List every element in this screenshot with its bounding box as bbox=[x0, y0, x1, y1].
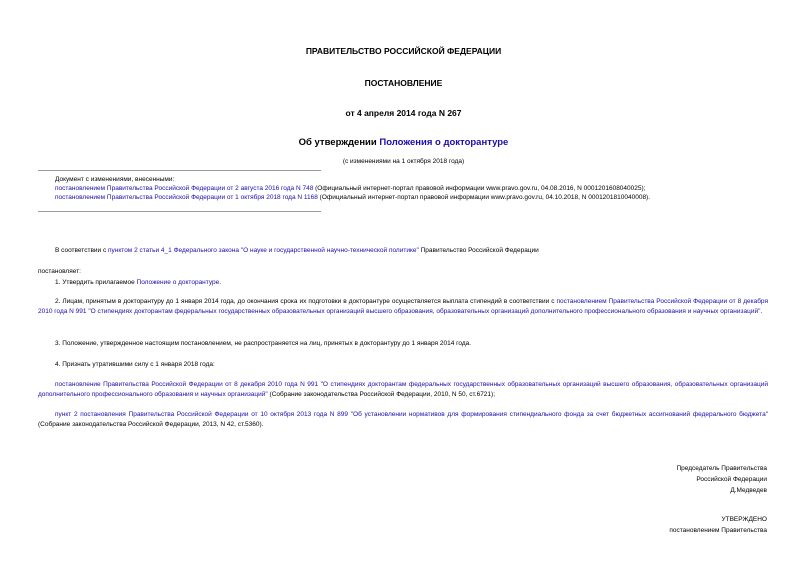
signature-block bbox=[676, 463, 767, 496]
signature-position: Председатель Правительства bbox=[676, 465, 767, 472]
paragraph-2 bbox=[38, 297, 768, 317]
paragraph-1 bbox=[55, 278, 768, 288]
change-link-2[interactable]: постановлением Правительства Российской Федерации от 1 октября 2018 года N 1168 bbox=[55, 194, 318, 201]
preamble-law-link[interactable]: пунктом 2 статьи 4_1 Федерального закона "О науке и государственной научно-технической политике" bbox=[108, 247, 419, 254]
approved-by: постановлением Правительства bbox=[669, 527, 767, 534]
p2-link[interactable]: постановлением Правительства Российской Федерации от 8 декабря 2010 года N 991 "О стипендиях докторантам федеральных государственных образовательных организаций высшего образования, образовательных организаций дополнительного профессионального образования и научных организаций" bbox=[38, 298, 768, 315]
preamble bbox=[55, 246, 770, 256]
change-source-1: (Официальный интернет-портал правовой информации www.pravo.gov.ru, 04.08.2016, N 0001201608040025); bbox=[313, 185, 646, 192]
approved-heading: УТВЕРЖДЕНО bbox=[721, 516, 767, 523]
document-type: ПОСТАНОВЛЕНИЕ bbox=[364, 78, 443, 88]
paragraph-3: 3. Положение, утвержденное настоящим постановлением, не распространяется на лиц, принятых в докторантуру до 1 января 2014 года. bbox=[55, 340, 472, 347]
document-title bbox=[0, 137, 807, 148]
change-item bbox=[55, 193, 775, 202]
repealed-source-2: (Собрание законодательства Российской Федерации, 2013, N 42, ст.5360). bbox=[38, 421, 264, 428]
government-name: ПРАВИТЕЛЬСТВО РОССИЙСКОЙ ФЕДЕРАЦИИ bbox=[305, 46, 502, 56]
p1-text: 1. Утвердить прилагаемое bbox=[55, 279, 137, 286]
preamble-end: Правительство Российской Федерации bbox=[418, 247, 539, 254]
changes-top-rule bbox=[38, 170, 321, 171]
p2-end: . bbox=[760, 308, 763, 315]
changes-bottom-rule bbox=[38, 211, 321, 212]
signature-name: Д.Медведев bbox=[730, 487, 767, 494]
p1-end: . bbox=[219, 279, 222, 286]
resolves-text: постановляет: bbox=[38, 268, 81, 275]
title-link[interactable]: Положения о докторантуре bbox=[379, 137, 509, 148]
repealed-item-2 bbox=[38, 410, 768, 430]
repealed-source-1: (Собрание законодательства Российской Федерации, 2010, N 50, ст.6721); bbox=[267, 391, 496, 398]
preamble-start: В соответствии с bbox=[55, 247, 109, 254]
repealed-link-2[interactable]: пункт 2 постановления Правительства Российской Федерации от 10 октября 2013 года N 899 "Об установлении нормативов для формирования стипендиального фонда за счет бюджетных ассигнований федерального бюджета" bbox=[55, 411, 768, 418]
changes-intro: Документ с изменениями, внесенными: bbox=[55, 176, 175, 183]
edition-note: (с изменениями на 1 октября 2018 года) bbox=[342, 158, 465, 165]
change-link-1[interactable]: постановлением Правительства Российской Федерации от 2 августа 2016 года N 748 bbox=[55, 185, 314, 192]
document-date-number: от 4 апреля 2014 года N 267 bbox=[345, 108, 462, 118]
paragraph-4: 4. Признать утратившими силу с 1 января 2018 года: bbox=[55, 361, 215, 368]
repealed-link-1[interactable]: постановление Правительства Российской Федерации от 8 декабря 2010 года N 991 "О стипендиях докторантам федеральных государственных образовательных организаций высшего образования, образовательных организаций дополнительного профессионального образования и научных организаций" bbox=[38, 381, 768, 398]
p2-text: 2. Лицам, принятым в докторантуру до 1 января 2014 года, до окончания срока их подготовки в докторантуре осуществляется выплата стипендий в соответствии с bbox=[55, 298, 557, 305]
repealed-item-1 bbox=[38, 380, 768, 400]
approved-block bbox=[669, 514, 767, 536]
changes-block bbox=[55, 175, 775, 202]
title-prefix: Об утверждении bbox=[298, 137, 380, 148]
signature-organization: Российской Федерации bbox=[696, 476, 767, 483]
p1-link[interactable]: Положение о докторантуре bbox=[136, 279, 220, 286]
change-item bbox=[55, 184, 775, 193]
change-source-2: (Официальный интернет-портал правовой информации www.pravo.gov.ru, 04.10.2018, N 0001201810040008). bbox=[317, 194, 651, 201]
